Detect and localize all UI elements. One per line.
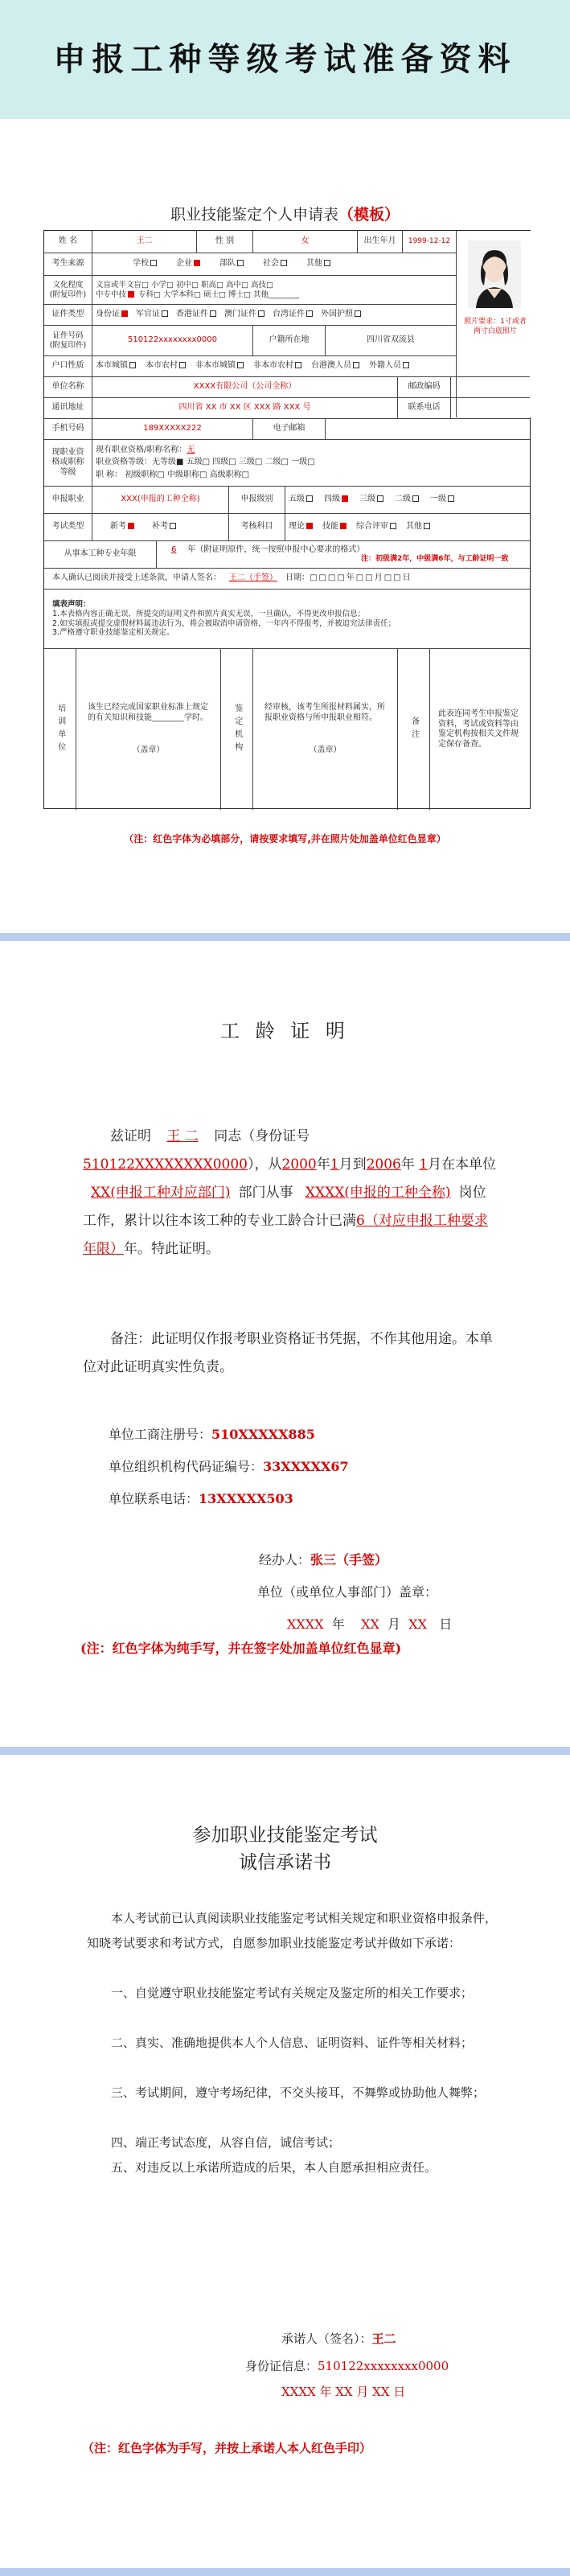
cert-text: ），从: [247, 1157, 282, 1173]
option-item[interactable]: [136, 310, 170, 320]
pledge-signer-value[interactable]: 王二: [371, 2332, 396, 2346]
option-item[interactable]: [273, 310, 314, 320]
option-label: 理论: [289, 522, 305, 532]
label-apply-job: 申报职业: [44, 487, 92, 513]
label-dob: 出生年月: [358, 231, 403, 253]
option-label: 香港证件: [176, 310, 208, 319]
checkbox[interactable]: [210, 310, 216, 317]
option-item[interactable]: [289, 522, 314, 532]
pledge-id-label: 身份证信息：: [245, 2359, 318, 2373]
option-item[interactable]: [176, 310, 218, 320]
date-label: 日期：: [285, 573, 310, 583]
cert-date-line: [287, 1614, 452, 1633]
row-mobile: [44, 419, 530, 440]
label-apply-level: 申报级别: [229, 487, 285, 513]
label-address: 通讯地址: [44, 398, 92, 418]
value-phone[interactable]: [451, 398, 531, 418]
training-seal: （盖章）: [132, 746, 165, 755]
label-exam-type: 考试类型: [44, 514, 92, 540]
label-phone: 联系电话: [398, 398, 451, 418]
qualification-name-label: 现有职业资格/职称名称：: [96, 445, 187, 454]
checkbox[interactable]: [129, 362, 136, 368]
label-gender: 性 别: [197, 231, 253, 253]
label-email: 电子邮箱: [253, 419, 326, 439]
option-item[interactable]: [356, 522, 398, 532]
checkbox[interactable]: [355, 310, 361, 317]
cert-tel-value: 13XXXXX503: [199, 1491, 293, 1506]
cert-text: 岗位工作，累计以往本: [83, 1185, 486, 1229]
training-box[interactable]: [76, 649, 221, 810]
option-item[interactable]: [359, 495, 385, 505]
option-item[interactable]: [289, 495, 314, 505]
label-mobile: 手机号码: [44, 419, 92, 439]
checkbox[interactable]: [390, 523, 396, 529]
option-label: 本市城镇: [96, 361, 128, 371]
cert-tel-label: 单位联系电话：: [109, 1491, 199, 1506]
option-item[interactable]: [219, 259, 245, 269]
option-item[interactable]: [406, 522, 432, 532]
cert-title: 工 龄 证 明: [220, 1020, 350, 1042]
checkbox[interactable]: [403, 362, 409, 368]
cert-text: 兹证明: [110, 1128, 151, 1144]
option-label: 台湾证件: [273, 310, 305, 319]
value-years[interactable]: [157, 541, 531, 568]
option-item[interactable]: [322, 522, 348, 532]
checkbox[interactable]: [377, 495, 383, 502]
option-label: 部队: [219, 259, 236, 269]
header-band: [0, 0, 570, 119]
row-source: [44, 253, 456, 276]
cert-text: 部门从事: [238, 1185, 293, 1201]
checkbox[interactable]: [170, 523, 176, 529]
checkbox[interactable]: [340, 523, 347, 529]
label-name: 姓 名: [44, 231, 92, 253]
option-label: 本市农村: [146, 361, 178, 371]
pledge-signer-label: 承诺人（签名）：: [281, 2332, 372, 2346]
qualification-line1: [96, 446, 195, 456]
checkbox[interactable]: [194, 260, 200, 266]
label-hukou-type: 户口性质: [44, 356, 92, 376]
option-label: 五级: [289, 495, 305, 504]
cert-id-number: 510122XXXXXXXX0000: [83, 1157, 248, 1173]
row-declaration: [44, 590, 530, 649]
cert-org-line: [109, 1456, 349, 1475]
checkbox[interactable]: [258, 310, 264, 317]
cert-reg-label: 单位工商注册号：: [109, 1427, 212, 1442]
checkbox[interactable]: [179, 362, 186, 368]
cert-text: 月到: [338, 1157, 367, 1173]
checkbox[interactable]: [353, 362, 359, 368]
qualification-line2: 职业资格等级：无等级■ 五级□ 四级□ 三级□ 二级□ 一级□: [96, 458, 315, 467]
value-email[interactable]: [326, 419, 531, 439]
checkbox[interactable]: [306, 523, 313, 529]
option-label: 非本市农村: [253, 361, 293, 371]
years-note: 年（附证明原件，统一按照申报中心要求的格式）: [187, 544, 365, 554]
pledge-title-1: 参加职业技能鉴定考试: [192, 1825, 378, 1846]
option-label: 企业: [176, 259, 192, 269]
checkbox[interactable]: [324, 260, 330, 266]
value-address[interactable]: 四川省 XX 市 XX 区 XXX 路 XXX 号: [92, 398, 398, 418]
page-title: 申报工种等级考试准备资料: [53, 40, 517, 78]
cert-department: XX(申报工种对应部门): [91, 1185, 231, 1201]
cert-org-label: 单位组织机构代码证编号：: [109, 1459, 264, 1474]
cert-date-year: XXXX: [287, 1617, 324, 1632]
row-hukou-type: [44, 356, 530, 377]
remarks-text: 此表连同考生申报鉴定资料，考试或资料等由鉴定机构按相关文件规定保存备查。: [438, 709, 519, 749]
option-label: 二级: [395, 495, 411, 504]
cert-date-unit: 年: [331, 1617, 345, 1632]
checkbox[interactable]: [412, 495, 419, 502]
checkbox[interactable]: [150, 260, 157, 266]
years-note-red: 注：初级满2年，中级满6年，与工龄证明一致: [361, 555, 509, 564]
option-item[interactable]: [430, 495, 456, 505]
option-label: 身份证: [96, 310, 120, 319]
option-item[interactable]: [306, 259, 332, 269]
option-label: 技能: [322, 522, 338, 532]
options-exam-type[interactable]: [92, 514, 229, 540]
cert-text: 该工种的专业工龄合计已满: [192, 1213, 356, 1229]
row-name: [44, 231, 456, 253]
value-dob[interactable]: 1999-12-12: [408, 236, 451, 245]
checkbox[interactable]: [448, 495, 454, 502]
cert-month-end: 1: [419, 1157, 429, 1173]
option-label: 其他: [406, 522, 422, 532]
row-idtype: [44, 305, 456, 326]
option-item[interactable]: [146, 361, 187, 372]
value-idnumber[interactable]: 510122xxxxxxxx0000: [92, 326, 253, 355]
checkbox[interactable]: [237, 362, 244, 368]
pledge-item-5: 五、对违反以上承诺所造成的后果，本人自愿承担相应责任。: [111, 2160, 437, 2175]
value-postal[interactable]: [451, 377, 531, 397]
row-confirm: [44, 569, 530, 590]
option-item[interactable]: [311, 361, 361, 372]
pledge-item-3: 三、考试期间，遵守考场纪律，不交头接耳，不舞弊或协助他人舞弊；: [111, 2085, 486, 2100]
checkbox[interactable]: [237, 260, 244, 266]
option-label: 澳门证件: [224, 310, 256, 319]
pledge-item-4: 四、端正考试态度，从容自信，诚信考试；: [111, 2135, 341, 2150]
declaration-item-3: 3.严格遵守职业技能鉴定相关规定。: [52, 628, 174, 638]
cert-job: XXXX(申报的工种全称): [305, 1185, 451, 1201]
application-form: [43, 230, 531, 809]
cert-year-end: 2006: [366, 1157, 401, 1173]
qualification-name-value: 无: [187, 445, 195, 454]
cert-person-name: 王 二: [166, 1128, 199, 1144]
label-years: 从事本工种专业年限: [44, 541, 157, 568]
option-label: 综合评审: [356, 522, 388, 532]
declaration: [44, 590, 531, 648]
option-item[interactable]: [395, 495, 420, 505]
cert-date-day: XX: [408, 1617, 428, 1632]
value-apply-job[interactable]: XXX(申报的工种全称): [92, 487, 229, 513]
option-item[interactable]: [369, 361, 411, 372]
option-label: 军官证: [136, 310, 160, 319]
option-label: 三级: [359, 495, 375, 504]
label-remarks: 备注: [398, 649, 430, 810]
option-item[interactable]: [195, 361, 245, 372]
options-education[interactable]: [92, 276, 456, 304]
pledge-item-2: 二、真实、准确地提供本人个人信息、证明资料、证件等相关材料；: [111, 2036, 474, 2050]
option-item[interactable]: [224, 310, 266, 320]
pledge-date: XXXX 年 XX 月 XX 日: [281, 2385, 406, 2399]
education-line2: [96, 290, 299, 300]
option-item[interactable]: [96, 361, 137, 372]
row-address: [44, 398, 530, 419]
option-label: 其他: [306, 259, 322, 269]
option-item[interactable]: [253, 361, 303, 372]
option-label: 外籍人员: [369, 361, 401, 371]
training-text: 该生已经完成国家职业标准上规定的有关知识和技能________学时。: [88, 703, 208, 722]
cert-month-start: 1: [330, 1157, 339, 1173]
cert-reg-line: [109, 1424, 315, 1443]
option-label: 学校: [133, 259, 149, 269]
options-source[interactable]: [92, 253, 456, 275]
cert-text: 年: [400, 1157, 415, 1173]
options-subject[interactable]: [285, 514, 531, 540]
option-label: 外国护照: [321, 310, 353, 319]
options-qualification[interactable]: [92, 440, 531, 486]
label-postal: 邮政编码: [398, 377, 451, 397]
label-source: 考生来源: [44, 253, 92, 275]
option-item[interactable]: [96, 310, 129, 320]
years-number: 6: [171, 544, 177, 554]
cert-text: 年。特此证明。: [124, 1241, 219, 1257]
label-qualification: 现职业资 格或职称 等级: [44, 440, 92, 486]
cert-date-month: XX: [361, 1617, 379, 1632]
applicant-signature[interactable]: 王二（手签）: [229, 573, 277, 583]
checkbox[interactable]: [281, 260, 287, 266]
row-approvals: [44, 649, 530, 810]
appraisal-seal: （盖章）: [309, 746, 342, 755]
form-note: （注：红色字体为必填部分，请按要求填写,并在照片处加盖单位红色显章）: [124, 833, 446, 844]
row-idnumber: [44, 326, 456, 356]
form-title: [0, 203, 570, 224]
option-label: 非本市城镇: [195, 361, 236, 371]
cert-years: 6（对应申报工种要求年限）: [83, 1213, 488, 1257]
value-company[interactable]: XXXX有限公司（公司全称）: [92, 377, 398, 397]
pledge-note: （注：红色字体为手写，并按上承诺人本人红色手印）: [82, 2441, 372, 2455]
years-line: [160, 545, 364, 556]
option-label: 四级: [324, 495, 340, 504]
checkbox[interactable]: [306, 310, 313, 317]
date-boxes[interactable]: □□□□年□□月□□日: [310, 573, 412, 583]
value-hukou[interactable]: 四川省双流县: [367, 335, 415, 345]
label-subject: 考核科目: [229, 514, 285, 540]
cert-seal-line: 单位（或单位人事部门）盖章：: [257, 1584, 438, 1600]
cert-note: (注：红色字体为纯手写，并在签字处加盖单位红色显章): [80, 1641, 402, 1656]
options-hukou-type[interactable]: [92, 356, 531, 376]
value-name[interactable]: 王二: [92, 231, 197, 253]
value-mobile[interactable]: 189XXXXX222: [92, 419, 253, 439]
option-label: 台港澳人员: [311, 361, 351, 371]
section-divider: [0, 1747, 570, 1755]
photo-note: 照片要求：1寸或者两寸白底照片: [464, 318, 527, 335]
option-label: 补考: [152, 522, 168, 532]
cert-body: [83, 1123, 499, 1263]
cert-org-value: 33XXXXX67: [263, 1459, 349, 1474]
option-label: 新考: [110, 522, 126, 532]
appraisal-text: 经审核，该考生所报材料属实，所报职业资格与所申报职业相符。: [264, 703, 385, 722]
form-title-tag: （模板）: [338, 206, 400, 224]
row-company: [44, 377, 530, 398]
cert-date-unit: 日: [439, 1617, 453, 1632]
checkbox[interactable]: [306, 495, 313, 502]
cert-date-unit: 月: [388, 1617, 401, 1632]
checkbox[interactable]: [128, 523, 134, 529]
bottom-divider: [0, 2568, 570, 2576]
row-qualification: [44, 440, 530, 487]
row-exam-type: [44, 514, 530, 541]
option-item[interactable]: [152, 522, 178, 532]
declaration-item-1: 1.本表格内容正确无误，所提交的证明文件和照片真实无误，一旦确认，不得更改申报信息；: [52, 609, 366, 618]
declaration-item-2: 2.如实填报或提交虚假材料属违法行为，将会被取消申请资格，一年内不得报考，并被追究法律责任；: [52, 618, 396, 628]
checkbox[interactable]: [342, 495, 348, 502]
row-apply-job: [44, 487, 530, 514]
value-gender[interactable]: 女: [253, 231, 358, 253]
cert-tel-line: [109, 1489, 293, 1507]
appraisal-box[interactable]: [253, 649, 398, 810]
education-check[interactable]: [128, 291, 134, 298]
declaration-title: 填表声明：: [52, 599, 91, 609]
pledge-id-line: [245, 2357, 449, 2374]
option-label: 社会: [263, 259, 279, 269]
label-hukou: 户籍所在地: [253, 326, 326, 355]
row-education: [44, 276, 456, 305]
cert-handler-value: 张三（手签）: [310, 1552, 388, 1567]
options-idtype[interactable]: [92, 305, 456, 325]
label-appraisal: 鉴定机构: [221, 649, 253, 810]
option-item[interactable]: [133, 259, 158, 269]
cert-year-start: 2000: [281, 1157, 317, 1173]
option-item[interactable]: [110, 522, 136, 532]
label-training: 培训单位: [44, 649, 76, 810]
pledge-item-1: 一、自觉遵守职业技能鉴定考试有关规定及鉴定所的相关工作要求；: [111, 1986, 474, 2000]
option-label: 一级: [430, 495, 446, 504]
confirm-line: [44, 569, 531, 589]
form-title-text: 职业技能鉴定个人申请表: [170, 206, 338, 224]
education-line1: 文盲或半文盲□ 小学□ 初中□ 职高□ 高中□ 高技□: [96, 280, 273, 290]
checkbox[interactable]: [162, 310, 168, 317]
cert-handler-label: 经办人：: [259, 1552, 311, 1567]
confirm-text: 本人确认已阅读并接受上述条款，申请人签名：: [52, 573, 221, 583]
checkbox[interactable]: [121, 310, 128, 317]
option-item[interactable]: [324, 495, 350, 505]
cert-text: 年: [316, 1157, 330, 1173]
pledge-title-2: 诚信承诺书: [239, 1852, 331, 1873]
cert-text: 同志（身份证号: [214, 1128, 310, 1144]
label-idnumber: 证件号码 (附复印件): [44, 326, 92, 355]
pledge-signer-line: [281, 2330, 396, 2347]
checkbox[interactable]: [295, 362, 301, 368]
option-item[interactable]: [263, 259, 289, 269]
pledge-id-value: 510122xxxxxxxx0000: [318, 2359, 449, 2373]
cert-remark: 备注：此证明仅作报考职业资格证书凭据，不作其他用途。本单位对此证明真实性负责。: [83, 1331, 493, 1375]
label-company: 单位名称: [44, 377, 92, 397]
qualification-line3: 职 称： 初级职称□ 中级职称□ 高级职称□: [96, 470, 250, 479]
education-zhongzhuan: 中专中技: [96, 290, 127, 299]
cert-text: 月在本单位: [428, 1157, 497, 1173]
pledge-intro: 本人考试前已认真阅读职业技能鉴定考试相关规定和职业资格申报条件，知晓考试要求和考试方式，自愿参加职业技能鉴定考试并做如下承诺：: [87, 1911, 498, 1950]
label-idtype: 证件类型: [44, 305, 92, 325]
cert-handler-line: [259, 1550, 388, 1568]
section-divider: [0, 933, 570, 941]
options-apply-level[interactable]: [285, 487, 531, 513]
option-item[interactable]: [321, 310, 363, 320]
checkbox[interactable]: [424, 523, 430, 529]
label-education: 文化程度 (附复印件): [44, 276, 92, 304]
option-item[interactable]: [176, 259, 202, 269]
id-photo: [468, 240, 521, 308]
education-line2b: 专科□ 大学本科□ 硕士□ 博士□ 其他________: [138, 290, 300, 299]
cert-reg-value: 510XXXXX885: [211, 1427, 315, 1442]
row-years: [44, 541, 530, 569]
